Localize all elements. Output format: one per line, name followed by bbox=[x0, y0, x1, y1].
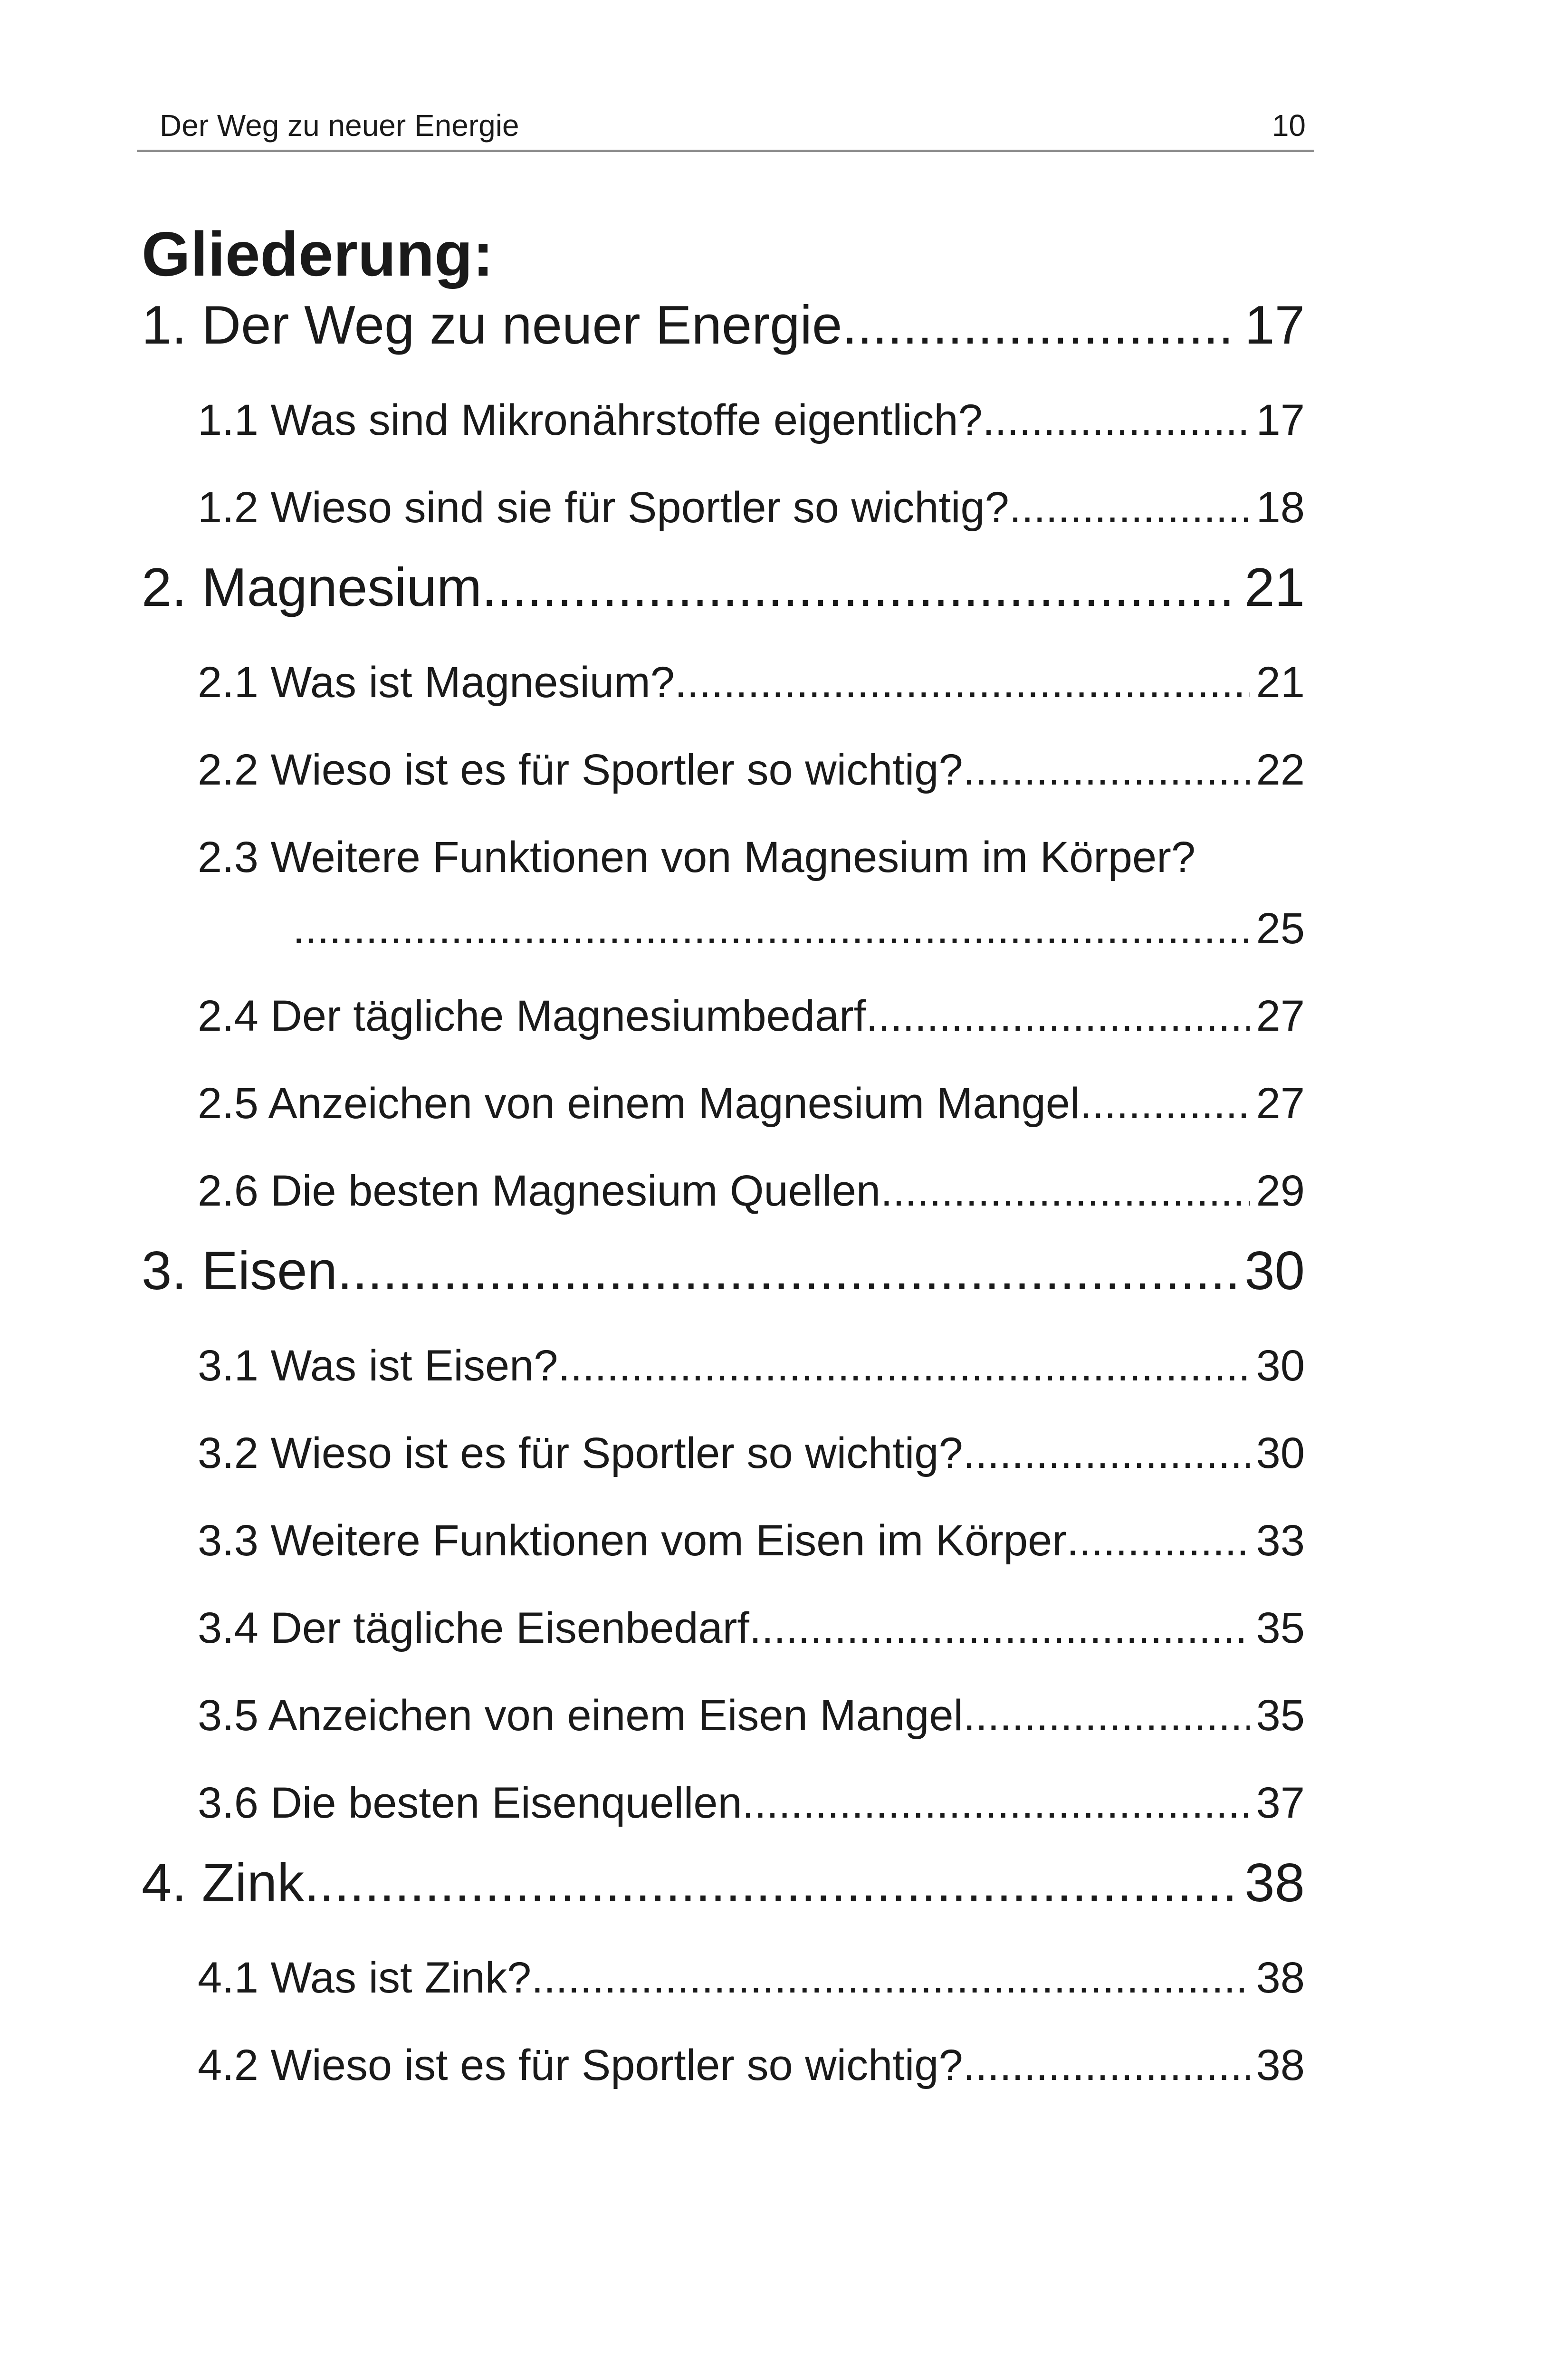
toc-entry-page: 27 bbox=[1256, 992, 1305, 1040]
toc-entry-page: 22 bbox=[1256, 746, 1305, 794]
dot-leader bbox=[842, 290, 1238, 361]
toc-section-entry[interactable] bbox=[198, 1774, 1305, 1831]
toc-list bbox=[142, 290, 1305, 2094]
dot-leader bbox=[482, 552, 1238, 623]
toc-entry-label: 3.5 Anzeichen von einem Eisen Mangel bbox=[198, 1691, 964, 1740]
dot-leader bbox=[558, 1337, 1249, 1394]
toc-section-entry[interactable] bbox=[198, 479, 1305, 536]
toc-entry-label: 3. Eisen bbox=[142, 1241, 337, 1301]
toc-entry-page: 38 bbox=[1244, 1853, 1305, 1913]
toc-entry-page: 27 bbox=[1256, 1079, 1305, 1128]
toc-entry-page: 18 bbox=[1256, 483, 1305, 532]
dot-leader bbox=[742, 1774, 1250, 1831]
toc-entry-page: 35 bbox=[1256, 1604, 1305, 1652]
toc-section-entry[interactable] bbox=[198, 987, 1305, 1044]
dot-leader bbox=[963, 2037, 1250, 2094]
toc-entry-continuation bbox=[293, 900, 1305, 957]
toc-chapter-entry[interactable] bbox=[142, 552, 1305, 623]
toc-entry-page: 30 bbox=[1256, 1341, 1305, 1390]
dot-leader bbox=[1009, 479, 1250, 536]
dot-leader bbox=[866, 987, 1249, 1044]
toc-entry-label: 2.2 Wieso ist es für Sportler so wichtig? bbox=[198, 746, 963, 794]
toc-entry-page: 37 bbox=[1256, 1779, 1305, 1827]
toc-entry-page: 17 bbox=[1256, 396, 1305, 444]
toc-entry-label: 2. Magnesium bbox=[142, 557, 482, 618]
dot-leader bbox=[293, 900, 1250, 957]
dot-leader bbox=[531, 1949, 1250, 2006]
toc-entry-label: 3.3 Weitere Funktionen vom Eisen im Körper bbox=[198, 1516, 1067, 1565]
dot-leader bbox=[1067, 1512, 1250, 1569]
toc-entry-page: 38 bbox=[1256, 2041, 1305, 2089]
toc-entry-label: 1.1 Was sind Mikronährstoffe eigentlich? bbox=[198, 396, 983, 444]
toc-chapter-entry[interactable] bbox=[142, 1848, 1305, 1919]
toc-entry-page: 29 bbox=[1256, 1167, 1305, 1215]
toc-entry-page: 25 bbox=[1256, 904, 1305, 953]
toc-entry-page: 38 bbox=[1256, 1954, 1305, 2002]
toc-entry-label: 3.2 Wieso ist es für Sportler so wichtig? bbox=[198, 1429, 963, 1477]
toc-section-entry[interactable] bbox=[198, 392, 1305, 449]
dot-leader bbox=[675, 654, 1250, 711]
toc-section-entry[interactable] bbox=[198, 654, 1305, 711]
toc-entry-page: 30 bbox=[1244, 1241, 1305, 1301]
toc-chapter-entry[interactable] bbox=[142, 290, 1305, 361]
toc-section-entry[interactable] bbox=[198, 1075, 1305, 1132]
toc-chapter-entry[interactable] bbox=[142, 1236, 1305, 1307]
dot-leader bbox=[337, 1236, 1238, 1307]
toc-entry-label: 2.5 Anzeichen von einem Magnesium Mangel bbox=[198, 1079, 1080, 1128]
dot-leader bbox=[749, 1600, 1250, 1657]
page-header bbox=[137, 101, 1314, 152]
toc-entry-label: 2.3 Weitere Funktionen von Magnesium im Körper? bbox=[198, 833, 1196, 881]
toc-section-entry[interactable] bbox=[198, 1162, 1305, 1219]
toc-section-entry[interactable] bbox=[198, 1425, 1305, 1482]
toc-entry-page: 17 bbox=[1244, 295, 1305, 355]
toc-section-entry[interactable] bbox=[198, 741, 1305, 798]
toc-entry-page: 30 bbox=[1256, 1429, 1305, 1477]
table-of-contents bbox=[142, 219, 1305, 2094]
toc-entry-label: 3.1 Was ist Eisen? bbox=[198, 1341, 558, 1390]
toc-section-entry[interactable] bbox=[198, 2037, 1305, 2094]
toc-entry-label: 2.6 Die besten Magnesium Quellen bbox=[198, 1167, 881, 1215]
toc-section-entry[interactable] bbox=[198, 1687, 1305, 1744]
toc-section-entry[interactable] bbox=[198, 1337, 1305, 1394]
toc-section-entry[interactable] bbox=[198, 1512, 1305, 1569]
toc-entry-label: 3.6 Die besten Eisenquellen bbox=[198, 1779, 742, 1827]
toc-entry-label: 2.4 Der tägliche Magnesiumbedarf bbox=[198, 992, 866, 1040]
dot-leader bbox=[304, 1848, 1238, 1919]
running-header-title: Der Weg zu neuer Energie bbox=[160, 108, 519, 143]
toc-entry-page: 35 bbox=[1256, 1691, 1305, 1740]
toc-heading: Gliederung: bbox=[142, 219, 494, 289]
toc-entry-page: 21 bbox=[1256, 658, 1305, 707]
toc-section-entry[interactable] bbox=[198, 1949, 1305, 2006]
toc-entry-label: 2.1 Was ist Magnesium? bbox=[198, 658, 675, 707]
toc-section-entry[interactable] bbox=[198, 829, 1305, 957]
toc-entry-label: 4.2 Wieso ist es für Sportler so wichtig? bbox=[198, 2041, 963, 2089]
dot-leader bbox=[963, 1687, 1250, 1744]
toc-entry-page: 21 bbox=[1244, 557, 1305, 618]
toc-entry-label: 4.1 Was ist Zink? bbox=[198, 1954, 532, 2002]
toc-entry-label: 4. Zink bbox=[142, 1853, 305, 1913]
dot-leader bbox=[983, 392, 1250, 449]
toc-section-entry[interactable] bbox=[198, 1600, 1305, 1657]
dot-leader bbox=[963, 741, 1250, 798]
toc-entry-label: 3.4 Der tägliche Eisenbedarf bbox=[198, 1604, 749, 1652]
dot-leader bbox=[880, 1162, 1250, 1219]
toc-entry-label: 1. Der Weg zu neuer Energie bbox=[142, 295, 842, 355]
toc-entry-label: 1.2 Wieso sind sie für Sportler so wichtig? bbox=[198, 483, 1009, 532]
dot-leader bbox=[1080, 1075, 1249, 1132]
page-number: 10 bbox=[1272, 108, 1306, 143]
toc-entry-page: 33 bbox=[1256, 1516, 1305, 1565]
dot-leader bbox=[963, 1425, 1250, 1482]
